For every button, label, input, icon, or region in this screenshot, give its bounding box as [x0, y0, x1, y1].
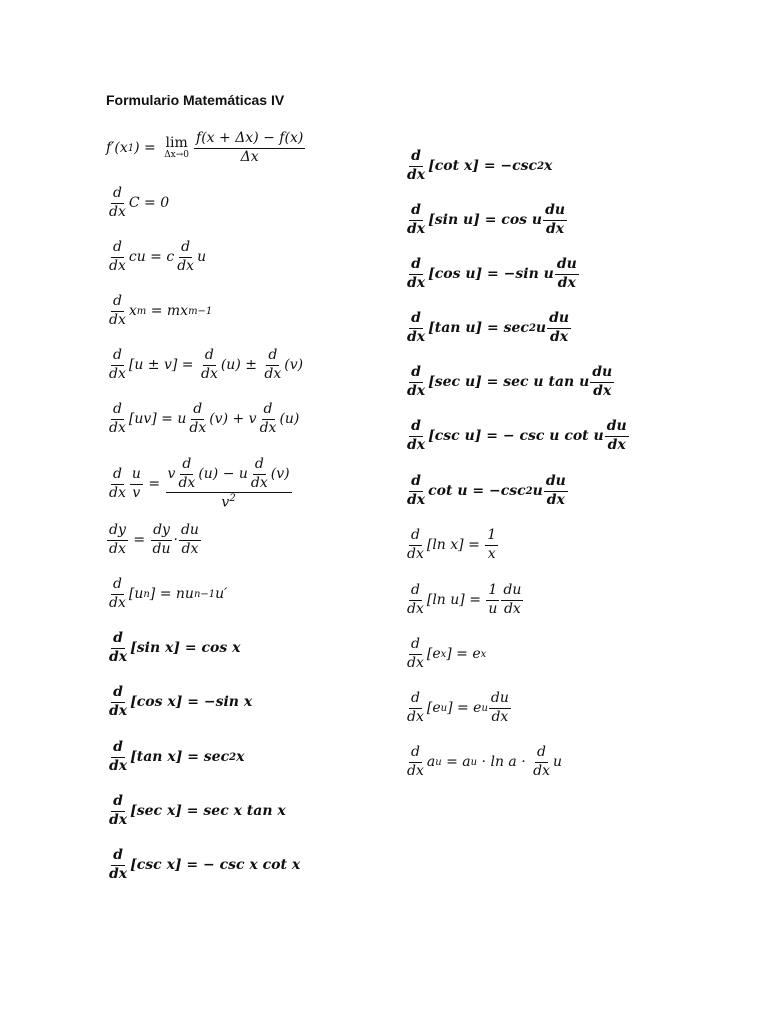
- derivative-sin-x-formula: $\frac{d}{dx}$ [sin x] = cos x: [109, 630, 241, 665]
- derivative-exp-x-formula: $\frac{d}{dx}$ [e x ] = e x: [407, 636, 487, 671]
- derivative-sec-u-formula: $\frac{d}{dx}$ [sec u] = sec u tan u $\frac{du}{dx}$: [407, 364, 613, 399]
- d-dx-fraction: $\frac{d}{dx}$: [109, 576, 126, 611]
- d-dx-fraction: $\frac{d}{dx}$: [250, 456, 268, 491]
- d-dx-fraction: $\frac{d}{dx}$: [533, 744, 550, 779]
- difference-quotient: $\frac{f(x + \Delta x) - f(x)}{\Delta x}$: [196, 130, 304, 165]
- derivative-cot-x-formula: $\frac{d}{dx}$ [cot x] = −csc 2 x: [407, 148, 553, 183]
- du-dx-fraction: $\frac{du}{dx}$: [180, 522, 199, 557]
- d-dx-fraction: $\frac{d}{dx}$: [407, 148, 426, 183]
- du-dx-fraction: $\frac{du}{dx}$: [545, 473, 566, 508]
- d-dx-fraction: $\frac{d}{dx}$: [264, 347, 282, 382]
- derivative-ln-u-formula: $\frac{d}{dx}$ [ln u] = $\frac{1}{u}$ $\frac{du}{dx}$: [407, 582, 522, 617]
- d-dx-fraction: $\frac{d}{dx}$: [109, 185, 126, 220]
- du-dx-fraction: $\frac{du}{dx}$: [606, 418, 627, 453]
- d-dx-fraction: $\frac{d}{dx}$: [407, 744, 424, 779]
- derivative-sum-formula: $\frac{d}{dx}$ [u ± v] = $\frac{d}{dx}$ (u) ± $\frac{d}{dx}$ (v): [109, 347, 304, 382]
- d-dx-fraction: $\frac{d}{dx}$: [109, 401, 126, 436]
- derivative-cot-u-formula: $\frac{d}{dx}$ cot u = −csc 2 u $\frac{du}{dx}$: [407, 473, 566, 508]
- d-dx-fraction: $\frac{d}{dx}$: [178, 456, 196, 491]
- d-dx-fraction: $\frac{d}{dx}$: [407, 527, 424, 562]
- du-dx-fraction: $\frac{du}{dx}$: [503, 582, 522, 617]
- limit-operator: lim Δx→0: [164, 134, 190, 161]
- derivative-exp-u-formula: $\frac{d}{dx}$ [e u ] = e u $\frac{du}{dx}$: [407, 690, 509, 725]
- d-dx-fraction: $\frac{d}{dx}$: [109, 793, 128, 828]
- d-dx-fraction: $\frac{d}{dx}$: [407, 364, 426, 399]
- one-over-u-fraction: $\frac{1}{u}$: [488, 582, 498, 617]
- d-dx-fraction: $\frac{d}{dx}$: [407, 473, 426, 508]
- d-dx-fraction: $\frac{d}{dx}$: [109, 293, 126, 328]
- d-dx-fraction: $\frac{d}{dx}$: [259, 401, 277, 436]
- d-dx-fraction: $\frac{d}{dx}$: [177, 239, 195, 274]
- derivative-product-formula: $\frac{d}{dx}$ [uv] = u $\frac{d}{dx}$ (v) + v $\frac{d}{dx}$ (u): [109, 401, 300, 436]
- d-dx-fraction: $\frac{d}{dx}$: [407, 418, 426, 453]
- chain-rule-formula: $\frac{dy}{dx}$ = $\frac{dy}{du}$ · $\frac{du}{dx}$: [109, 522, 199, 557]
- page-title: Formulario Matemáticas IV: [106, 92, 285, 108]
- derivative-ln-x-formula: $\frac{d}{dx}$ [ln x] = $\frac{1}{x}$: [407, 527, 497, 562]
- d-dx-fraction: $\frac{d}{dx}$: [200, 347, 218, 382]
- d-dx-fraction: $\frac{d}{dx}$: [407, 256, 426, 291]
- d-dx-fraction: $\frac{d}{dx}$: [109, 739, 128, 774]
- dy-du-fraction: $\frac{dy}{du}$: [152, 522, 171, 557]
- derivative-cu-formula: $\frac{d}{dx}$ cu = c $\frac{d}{dx}$ u: [109, 239, 207, 274]
- d-dx-fraction: $\frac{d}{dx}$: [109, 239, 126, 274]
- d-dx-fraction: $\frac{d}{dx}$: [407, 636, 424, 671]
- d-dx-fraction: $\frac{d}{dx}$: [109, 347, 126, 382]
- du-dx-fraction: $\frac{du}{dx}$: [556, 256, 577, 291]
- d-dx-fraction: $\frac{d}{dx}$: [109, 684, 128, 719]
- derivative-a-u-formula: $\frac{d}{dx}$ a u = a u · ln a · $\frac{d}{dx}$ u: [407, 744, 562, 779]
- dy-dx-fraction: $\frac{dy}{dx}$: [109, 522, 126, 557]
- u-over-v-fraction: $\frac{u}{v}$: [131, 466, 141, 501]
- derivative-constant-formula: $\frac{d}{dx}$ C = 0: [109, 185, 170, 220]
- d-dx-fraction: $\frac{d}{dx}$: [109, 630, 128, 665]
- derivative-power-formula: $\frac{d}{dx}$ x m = mx m−1: [109, 293, 213, 328]
- du-dx-fraction: $\frac{du}{dx}$: [549, 310, 570, 345]
- d-dx-fraction: $\frac{d}{dx}$: [109, 847, 128, 882]
- du-dx-fraction: $\frac{du}{dx}$: [545, 202, 566, 237]
- derivative-un-formula: $\frac{d}{dx}$ [u n ] = nu n−1 u′: [109, 576, 228, 611]
- derivative-sin-u-formula: $\frac{d}{dx}$ [sin u] = cos u $\frac{du}{dx}$: [407, 202, 566, 237]
- derivative-csc-u-formula: $\frac{d}{dx}$ [csc u] = − csc u cot u $\frac{du}{dx}$: [407, 418, 627, 453]
- derivative-sec-x-formula: $\frac{d}{dx}$ [sec x] = sec x tan x: [109, 793, 286, 828]
- d-dx-fraction: $\frac{d}{dx}$: [189, 401, 207, 436]
- du-dx-fraction: $\frac{du}{dx}$: [592, 364, 613, 399]
- derivative-tan-x-formula: $\frac{d}{dx}$ [tan x] = sec 2 x: [109, 739, 245, 774]
- d-dx-fraction: $\frac{d}{dx}$: [407, 310, 426, 345]
- derivative-csc-x-formula: $\frac{d}{dx}$ [csc x] = − csc x cot x: [109, 847, 301, 882]
- quotient-rule-fraction: v $\frac{d}{dx}$ (u) − u $\frac{d}{dx}$ (v) $v^2$: [167, 456, 290, 511]
- du-dx-fraction: $\frac{du}{dx}$: [490, 690, 509, 725]
- derivative-tan-u-formula: $\frac{d}{dx}$ [tan u] = sec 2 u $\frac{du}{dx}$: [407, 310, 570, 345]
- d-dx-fraction: $\frac{d}{dx}$: [109, 466, 126, 501]
- derivative-quotient-formula: $\frac{d}{dx}$ $\frac{u}{v}$ = v $\frac{d}{dx}$ (u) − u $\frac{d}{dx}$ (v) $v^2$: [109, 456, 290, 511]
- one-over-x-fraction: $\frac{1}{x}$: [487, 527, 497, 562]
- derivative-cos-u-formula: $\frac{d}{dx}$ [cos u] = −sin u $\frac{du}{dx}$: [407, 256, 577, 291]
- d-dx-fraction: $\frac{d}{dx}$: [407, 690, 424, 725]
- d-dx-fraction: $\frac{d}{dx}$: [407, 202, 426, 237]
- derivative-cos-x-formula: $\frac{d}{dx}$ [cos x] = −sin x: [109, 684, 253, 719]
- d-dx-fraction: $\frac{d}{dx}$: [407, 582, 424, 617]
- limit-definition-formula: f′(x 1 ) = lim Δx→0 $\frac{f(x + \Delta x) - f(x)}{\Delta x}$: [106, 130, 304, 165]
